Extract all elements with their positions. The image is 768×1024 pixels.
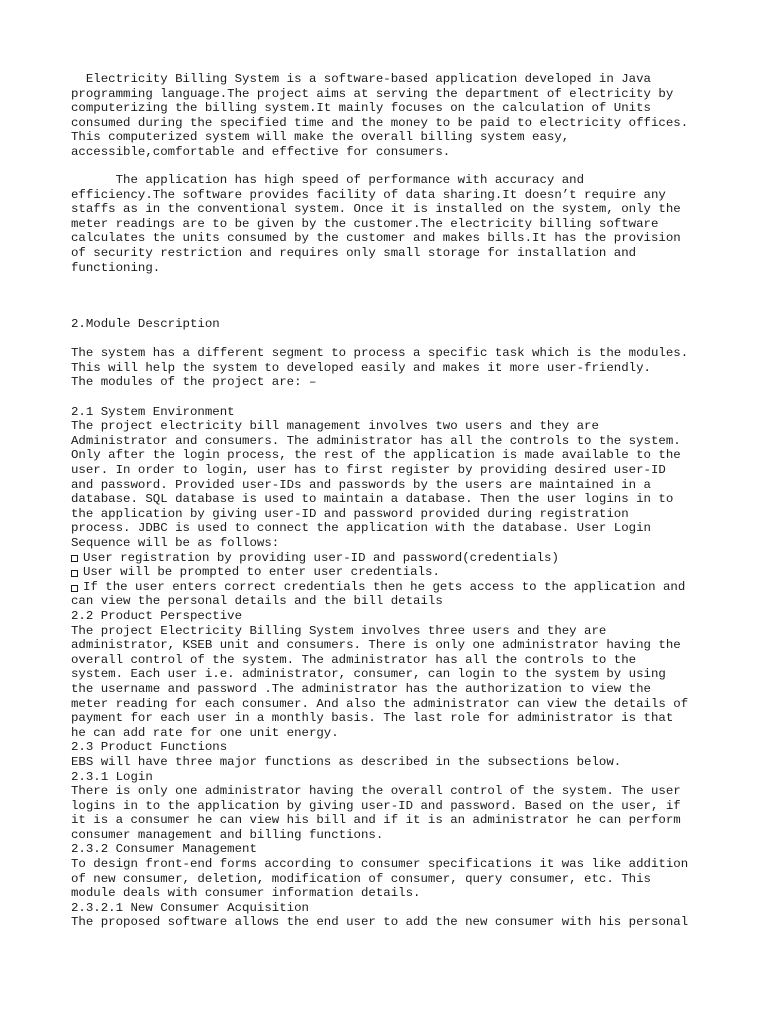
list-item-text: User will be prompted to enter user credentials. [83,565,440,580]
text-line: accessible,comfortable and effective for consumers. [71,144,451,159]
text-line: of new consumer, deletion, modification of consumer, query consumer, etc. This [71,871,651,886]
text-line: The project Electricity Billing System involves three users and they are [71,623,607,638]
text-line: can view the personal details and the bill details [71,594,443,609]
module-intro-paragraph [71,346,711,390]
list-item [71,565,711,580]
text-line: This will help the system to developed easily and makes it more user-friendly. [71,360,651,375]
list-item [71,551,711,566]
text-line: Sequence will be as follows: [71,536,280,551]
section-2-3-2-1 [71,901,711,930]
text-line: This computerized system will make the overall billing system easy, [71,130,570,145]
text-line: user. In order to login, user has to first register by providing desired user-ID [71,463,666,478]
text-line: of security restriction and requires only small storage for installation and [71,245,637,260]
text-line: meter readings are to be given by the customer.The electricity billing software [71,216,659,231]
text-line: system. Each user i.e. administrator, consumer, can login to the system by using [71,667,666,682]
text-line: There is only one administrator having the overall control of the system. The user [71,784,681,799]
text-line: he can add rate for one unit energy. [71,725,339,740]
text-line: The system has a different segment to process a specific task which is the modules. [71,346,689,361]
text-line: computerizing the billing system.It mainly focuses on the calculation of Units [71,101,651,116]
text-line: the username and password .The administrator has the authorization to view the [71,681,651,696]
text-line: database. SQL database is used to maintain a database. Then the user logins in to [71,492,674,507]
square-bullet-icon [71,570,78,577]
text-line: consumed during the specified time and the money to be paid to electricity offices. [71,115,689,130]
text-line: Electricity Billing System is a software-based application developed in Java [71,72,651,86]
section-2-2 [71,609,711,740]
module-description-heading: 2.Module Description [71,317,220,332]
section-heading: 2.3.1 Login [71,769,153,784]
list-item-text: User registration by providing user-ID and password(credentials) [83,550,559,565]
text-line: the application by giving user-ID and password provided during registration [71,506,629,521]
text-line: staffs as in the conventional system. Once it is installed on the system, only the [71,202,681,217]
document-page [71,72,711,930]
section-2-3 [71,740,711,769]
text-line: Administrator and consumers. The administrator has all the controls to the system. [71,433,681,448]
section-heading: 2.1 System Environment [71,404,235,419]
text-line: Only after the login process, the rest of the application is made available to the [71,448,681,463]
section-heading: 2.3.2.1 New Consumer Acquisition [71,900,309,915]
text-line: process. JDBC is used to connect the application with the database. User Login [71,521,651,536]
section-heading: 2.3.2 Consumer Management [71,842,257,857]
text-line: programming language.The project aims at serving the department of electricity by [71,86,674,101]
text-line: module deals with consumer information details. [71,886,421,901]
text-line: To design front-end forms according to consumer specifications it was like addition [71,857,689,872]
text-line: The application has high speed of performance with accuracy and [71,172,585,187]
text-line: and password. Provided user-IDs and passwords by the users are maintained in a [71,477,651,492]
square-bullet-icon [71,585,78,592]
text-line: The project electricity bill management involves two users and they are [71,419,599,434]
square-bullet-icon [71,555,78,562]
text-line: The modules of the project are: – [71,375,317,390]
features-paragraph [71,173,711,275]
section-2-3-1 [71,770,711,843]
text-line: overall control of the system. The administrator has all the controls to the [71,652,637,667]
text-line: The proposed software allows the end user to add the new consumer with his personal [71,915,689,930]
text-line: logins in to the application by giving user-ID and password. Based on the user, if [71,798,681,813]
text-line: administrator, KSEB unit and consumers. There is only one administrator having the [71,638,681,653]
text-line: calculates the units consumed by the customer and makes bills.It has the provision [71,231,681,246]
section-heading: 2.3 Product Functions [71,740,228,755]
text-line: payment for each user in a monthly basis. The last role for administrator is that [71,711,674,726]
text-line: meter reading for each consumer. And also the administrator can view the details of [71,696,689,711]
text-line: efficiency.The software provides facility of data sharing.It doesn’t require any [71,187,666,202]
list-item-text: If the user enters correct credentials then he gets access to the application and [83,579,686,594]
intro-paragraph [71,72,711,160]
list-item [71,580,711,595]
text-line: EBS will have three major functions as described in the subsections below. [71,754,622,769]
text-line: it is a consumer he can view his bill and if it is an administrator he can perform [71,813,681,828]
text-line: consumer management and billing functions. [71,827,384,842]
text-line: functioning. [71,260,161,275]
section-2-1 [71,405,711,609]
section-2-3-2 [71,842,711,900]
section-heading: 2.2 Product Perspective [71,608,243,623]
